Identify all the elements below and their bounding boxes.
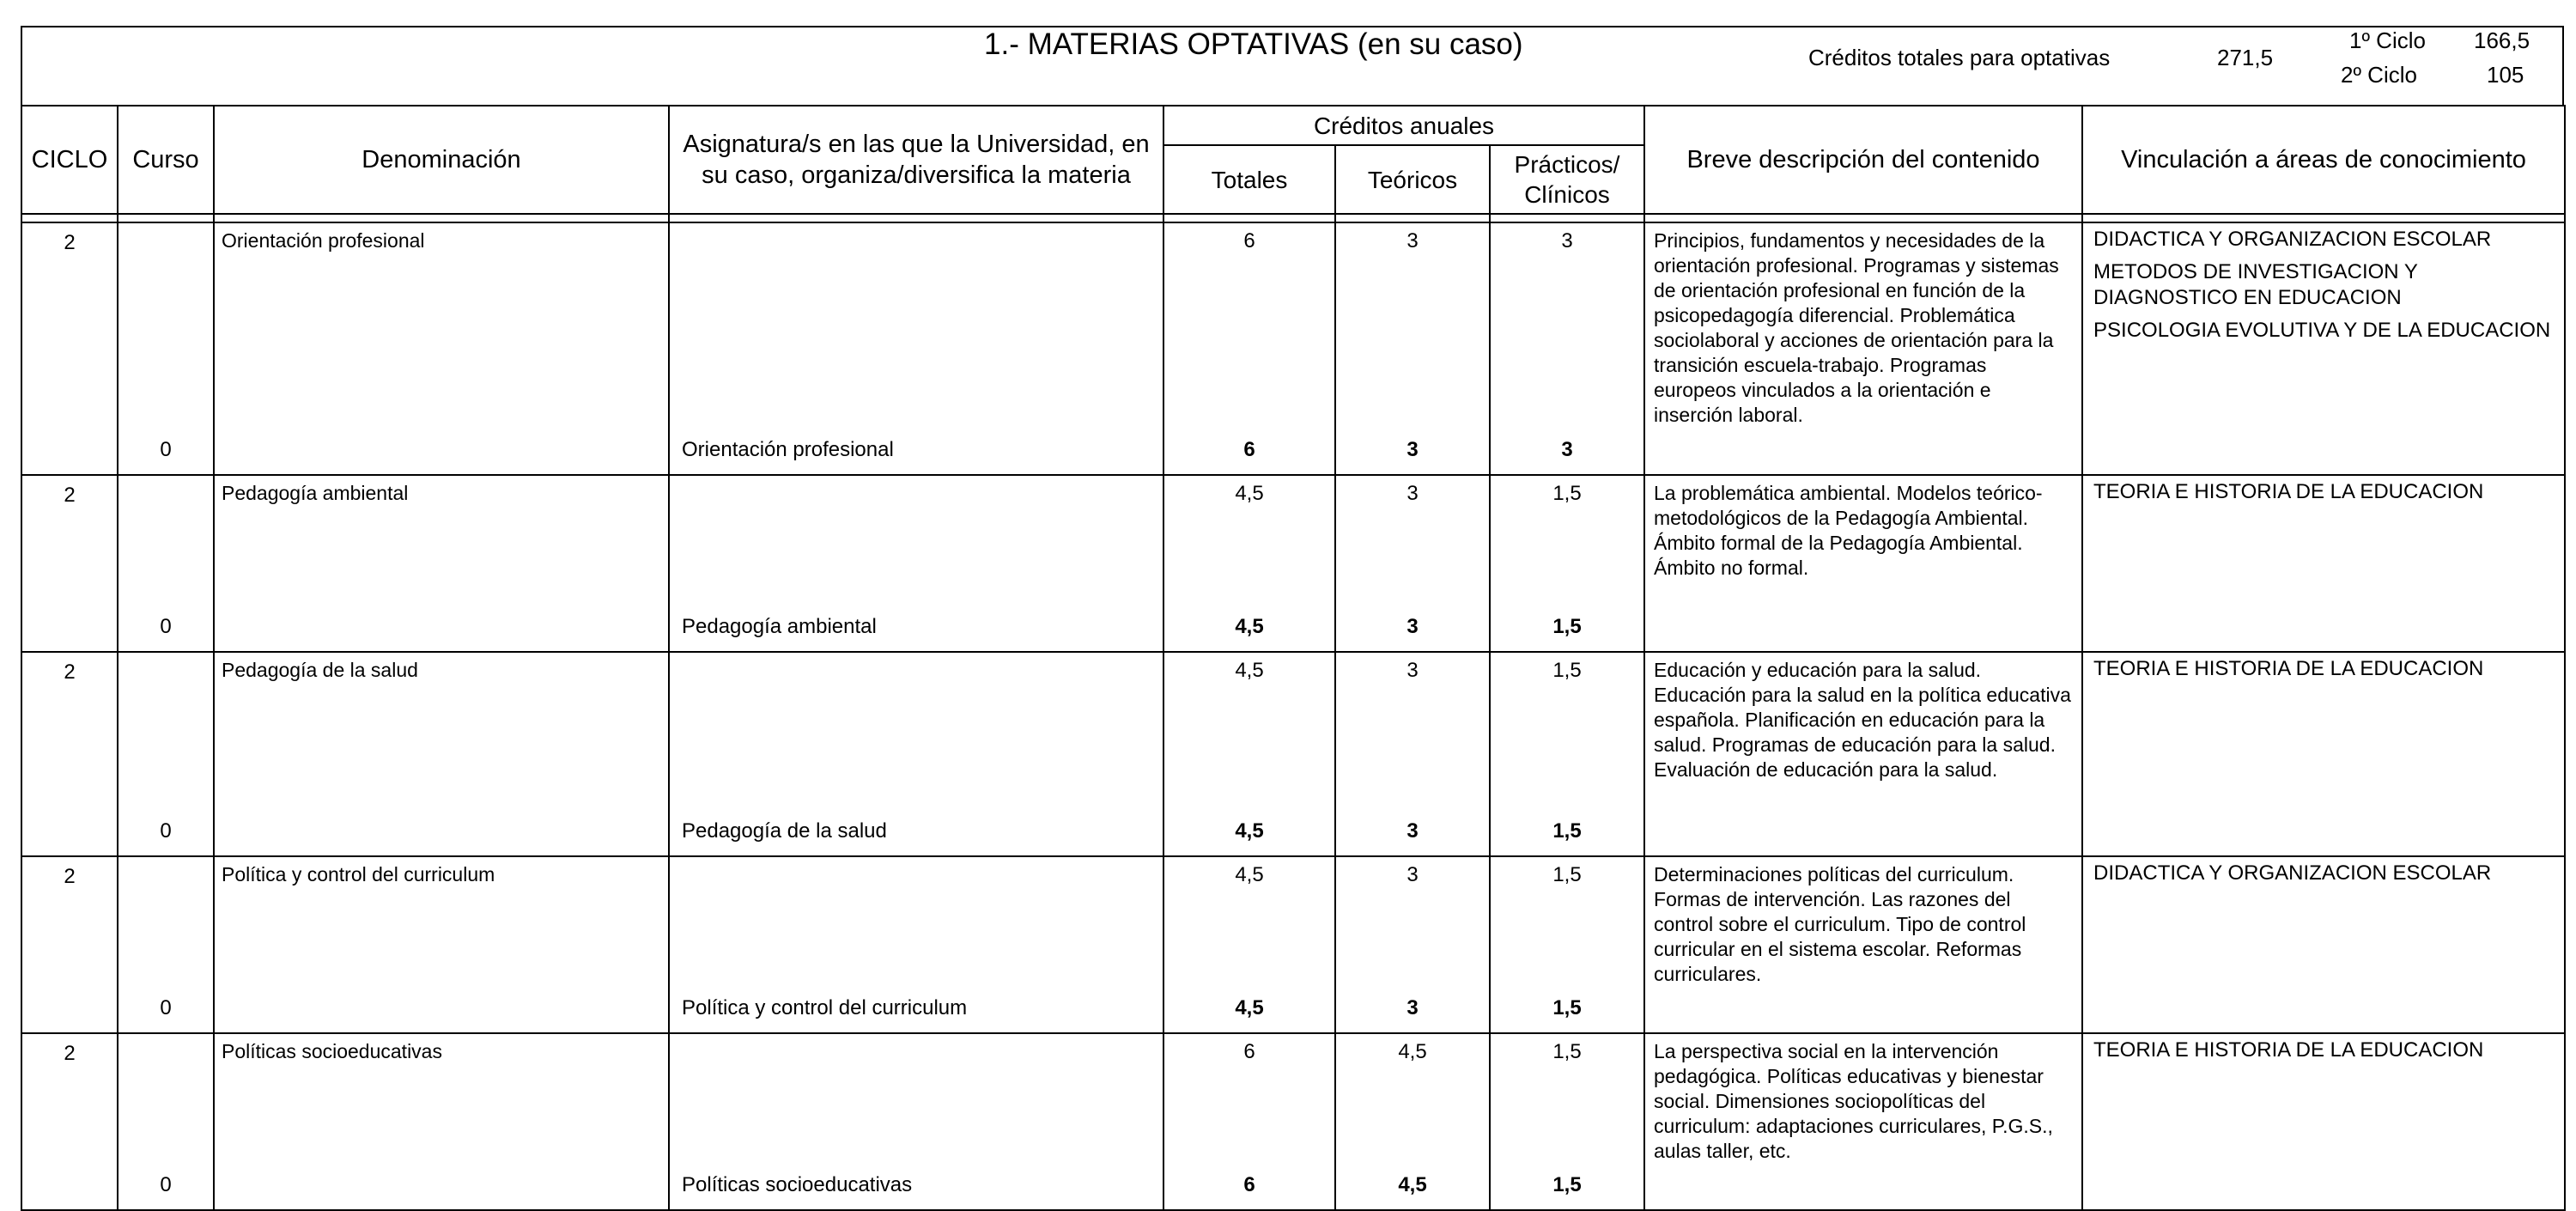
teoricos-value: 3: [1406, 229, 1419, 253]
cell-vinculacion: [2082, 1033, 2565, 1210]
ciclo2-value: 105: [2487, 62, 2524, 88]
cell-ciclo: 2: [21, 856, 118, 1033]
cell-descripcion: La perspectiva social en la intervención pedagógica. Políticas educativas y bienestar social. Dimensiones sociopolíticas del curriculum: adaptaciones curriculares, P.G.S., aulas taller, etc.: [1644, 1033, 2082, 1210]
cell-denominacion: Pedagogía ambiental: [214, 475, 669, 652]
asig-totales-value: 6: [1243, 438, 1255, 461]
asig-practicos-value: 1,5: [1552, 615, 1582, 638]
practicos-value: 1,5: [1552, 863, 1582, 886]
asig-teoricos-value: 3: [1406, 438, 1419, 461]
cell-curso: [118, 652, 214, 856]
cell-ciclo: 2: [21, 1033, 118, 1210]
cell-totales: [1163, 652, 1335, 856]
asig-practicos-value: 3: [1561, 438, 1573, 461]
cell-practicos: [1490, 856, 1644, 1033]
cell-teoricos: [1335, 1033, 1490, 1210]
cell-teoricos: [1335, 856, 1490, 1033]
table-row: [21, 856, 2565, 1033]
table-row: [21, 222, 2565, 475]
cell-totales: [1163, 222, 1335, 475]
cell-practicos: [1490, 475, 1644, 652]
asig-totales-value: 4,5: [1235, 996, 1264, 1019]
ciclo1-value: 166,5: [2474, 27, 2530, 53]
curso-value: 0: [160, 1173, 172, 1196]
cell-asignatura: [669, 1033, 1163, 1210]
cell-teoricos: [1335, 652, 1490, 856]
asig-practicos-value: 1,5: [1552, 1173, 1582, 1196]
cell-teoricos: [1335, 475, 1490, 652]
practicos-value: 1,5: [1552, 659, 1582, 682]
cell-asignatura: [669, 475, 1163, 652]
ciclo2-label: 2º Ciclo: [2341, 62, 2417, 88]
asig-practicos-value: 1,5: [1552, 819, 1582, 843]
optional-subjects-sheet: [21, 26, 2564, 1196]
cell-teoricos: [1335, 222, 1490, 475]
asignatura-value: Pedagogía de la salud: [682, 819, 887, 843]
cell-curso: [118, 856, 214, 1033]
cell-ciclo: 2: [21, 222, 118, 475]
credits-label: Créditos totales para optativas: [1808, 45, 2111, 70]
cell-practicos: [1490, 1033, 1644, 1210]
cell-asignatura: [669, 652, 1163, 856]
col-curso: Curso: [118, 106, 214, 214]
curso-value: 0: [160, 819, 172, 843]
area-item: PSICOLOGIA EVOLUTIVA Y DE LA EDUCACION: [2093, 319, 2551, 342]
asignatura-value: Orientación profesional: [682, 438, 894, 461]
asignatura-value: Pedagogía ambiental: [682, 615, 877, 638]
area-item: TEORIA E HISTORIA DE LA EDUCACION: [2093, 1038, 2484, 1062]
asignatura-value: Políticas socioeducativas: [682, 1173, 913, 1196]
asig-teoricos-value: 3: [1406, 615, 1419, 638]
area-item: DIDACTICA Y ORGANIZACION ESCOLAR: [2093, 861, 2492, 885]
cell-descripcion: Principios, fundamentos y necesidades de la orientación profesional. Programas y sistemas de orientación profesional en función de la psicopedagogía diferencial. Problemática sociolaboral y acciones de orientación para la transición escuela-trabajo. Programas europeos vinculados a la orientación e inserción laboral.: [1644, 222, 2082, 475]
practicos-value: 3: [1561, 229, 1573, 253]
cell-vinculacion: [2082, 222, 2565, 475]
cell-denominacion: Políticas socioeducativas: [214, 1033, 669, 1210]
cell-vinculacion: [2082, 652, 2565, 856]
cell-vinculacion: [2082, 475, 2565, 652]
cell-curso: [118, 1033, 214, 1210]
table-row: [21, 652, 2565, 856]
area-item: METODOS DE INVESTIGACION Y DIAGNOSTICO EN EDUCACION: [2093, 260, 2418, 309]
table-row: [21, 1033, 2565, 1210]
cell-vinculacion: [2082, 856, 2565, 1033]
area-item: TEORIA E HISTORIA DE LA EDUCACION: [2093, 480, 2484, 503]
cell-denominacion: Política y control del curriculum: [214, 856, 669, 1033]
col-descripcion: Breve descripción del contenido: [1644, 106, 2082, 214]
cell-ciclo: 2: [21, 475, 118, 652]
asig-teoricos-value: 4,5: [1398, 1173, 1427, 1196]
teoricos-value: 3: [1406, 863, 1419, 886]
cell-descripcion: Educación y educación para la salud. Educación para la salud en la política educativa española. Planificación en educación para la salud. Programas de educación para la salud. Evaluación de educación para la salud.: [1644, 652, 2082, 856]
col-asignatura: Asignatura/s en las que la Universidad, en su caso, organiza/diversifica la materia: [669, 106, 1163, 214]
cell-curso: [118, 222, 214, 475]
asig-totales-value: 4,5: [1235, 819, 1264, 843]
cell-practicos: [1490, 222, 1644, 475]
col-practicos: Prácticos/ Clínicos: [1490, 145, 1644, 214]
col-denominacion: Denominación: [214, 106, 669, 214]
page-title: 1.- MATERIAS OPTATIVAS (en su caso): [984, 27, 1523, 61]
curso-value: 0: [160, 438, 172, 461]
subjects-table: [21, 105, 2566, 1211]
cell-practicos: [1490, 652, 1644, 856]
totales-value: 6: [1243, 1040, 1255, 1063]
cell-denominacion: Orientación profesional: [214, 222, 669, 475]
area-item: DIDACTICA Y ORGANIZACION ESCOLAR: [2093, 228, 2492, 251]
curso-value: 0: [160, 996, 172, 1019]
asig-teoricos-value: 3: [1406, 819, 1419, 843]
separator-row: [21, 214, 2565, 222]
cell-asignatura: [669, 222, 1163, 475]
asig-teoricos-value: 3: [1406, 996, 1419, 1019]
totales-value: 4,5: [1235, 863, 1264, 886]
cell-totales: [1163, 1033, 1335, 1210]
asig-practicos-value: 1,5: [1552, 996, 1582, 1019]
cell-denominacion: Pedagogía de la salud: [214, 652, 669, 856]
col-ciclo: CICLO: [21, 106, 118, 214]
asignatura-value: Política y control del curriculum: [682, 996, 968, 1019]
practicos-value: 1,5: [1552, 482, 1582, 505]
practicos-value: 1,5: [1552, 1040, 1582, 1063]
cell-descripcion: Determinaciones políticas del curriculum. Formas de intervención. Las razones del control sobre el curriculum. Tipo de control curricular en el sistema escolar. Reformas curriculares.: [1644, 856, 2082, 1033]
curso-value: 0: [160, 615, 172, 638]
table-row: [21, 475, 2565, 652]
col-teoricos: Teóricos: [1335, 145, 1490, 214]
cell-asignatura: [669, 856, 1163, 1033]
asig-totales-value: 4,5: [1235, 615, 1264, 638]
asig-totales-value: 6: [1243, 1173, 1255, 1196]
cell-totales: [1163, 856, 1335, 1033]
credits-total: 271,5: [2217, 45, 2274, 70]
col-totales: Totales: [1163, 145, 1335, 214]
col-creditos: Créditos anuales: [1163, 106, 1644, 145]
cell-descripcion: La problemática ambiental. Modelos teórico-metodológicos de la Pedagogía Ambiental. Ámbito formal de la Pedagogía Ambiental. Ámbito no formal.: [1644, 475, 2082, 652]
totales-value: 6: [1243, 229, 1255, 253]
title-bar: [21, 26, 2564, 105]
header-row: [21, 106, 2565, 145]
totales-value: 4,5: [1235, 482, 1264, 505]
area-item: TEORIA E HISTORIA DE LA EDUCACION: [2093, 657, 2484, 680]
cell-ciclo: 2: [21, 652, 118, 856]
totales-value: 4,5: [1235, 659, 1264, 682]
cell-totales: [1163, 475, 1335, 652]
teoricos-value: 4,5: [1398, 1040, 1427, 1063]
ciclo1-label: 1º Ciclo: [2349, 27, 2426, 53]
cell-curso: [118, 475, 214, 652]
teoricos-value: 3: [1406, 482, 1419, 505]
teoricos-value: 3: [1406, 659, 1419, 682]
col-vinculacion: Vinculación a áreas de conocimiento: [2082, 106, 2565, 214]
